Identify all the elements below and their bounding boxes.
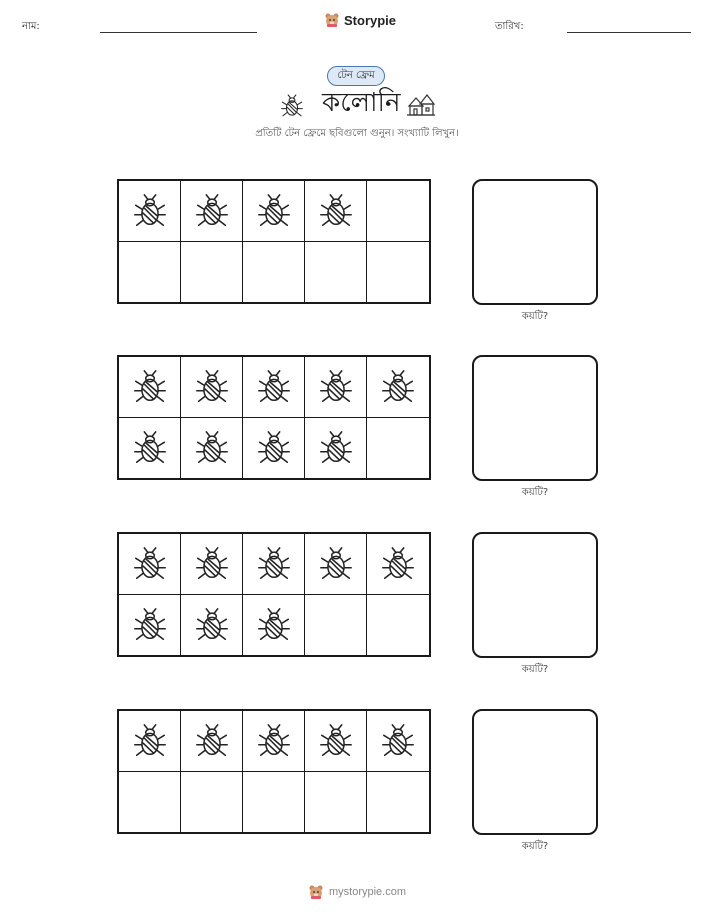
topic-tag: টেন ফ্রেম [327, 66, 385, 86]
bug-icon [193, 722, 231, 760]
frame-cell [367, 711, 429, 772]
frame-cell [181, 357, 243, 418]
name-label: নাম: [22, 21, 40, 32]
frame-cell [181, 772, 243, 833]
bug-icon [255, 606, 293, 644]
bug-icon [379, 545, 417, 583]
frame-cell [181, 711, 243, 772]
brand-name: Storypie [344, 12, 397, 28]
frame-cell [119, 595, 181, 656]
bug-icon [255, 429, 293, 467]
bug-icon [131, 429, 169, 467]
how-many-label: কয়টি? [521, 487, 549, 498]
name-line[interactable] [100, 32, 257, 33]
brand-logo [324, 12, 396, 28]
date-label: তারিখ: [495, 21, 524, 32]
frame-cell [243, 181, 305, 242]
frame-cell [243, 242, 305, 303]
bug-icon [131, 368, 169, 406]
bug-icon [255, 545, 293, 583]
bug-icon [379, 368, 417, 406]
frame-cell [181, 595, 243, 656]
frame-cell [119, 357, 181, 418]
frame-cell [243, 595, 305, 656]
ten-frame [117, 179, 431, 304]
frame-cell [243, 418, 305, 479]
footer [308, 884, 406, 900]
how-many-label: কয়টি? [521, 664, 549, 675]
answer-box[interactable] [472, 532, 598, 658]
instruction-text: প্রতিটি টেন ফ্রেমে ছবিগুলো গুনুন। সংখ্যাটি লিখুন। [255, 128, 459, 139]
frame-cell [181, 418, 243, 479]
bug-icon [379, 722, 417, 760]
ten-frame [117, 709, 431, 834]
footer-site: mystorypie.com [329, 886, 407, 898]
bug-icon [131, 722, 169, 760]
frame-cell [305, 711, 367, 772]
bear-mascot-icon [308, 884, 324, 900]
answer-box[interactable] [472, 709, 598, 835]
houses-icon [406, 92, 436, 118]
bug-icon [317, 368, 355, 406]
frame-cell [305, 772, 367, 833]
bug-icon [317, 429, 355, 467]
frame-cell [243, 772, 305, 833]
frame-cell [119, 418, 181, 479]
bug-icon [193, 192, 231, 230]
frame-cell [119, 181, 181, 242]
frame-cell [367, 181, 429, 242]
answer-box[interactable] [472, 179, 598, 305]
date-line[interactable] [567, 32, 691, 33]
frame-cell [305, 595, 367, 656]
frame-cell [181, 242, 243, 303]
bug-icon [255, 722, 293, 760]
bug-icon [193, 606, 231, 644]
frame-cell [367, 534, 429, 595]
bug-icon [279, 93, 305, 119]
bug-icon [255, 192, 293, 230]
frame-cell [243, 357, 305, 418]
answer-box[interactable] [472, 355, 598, 481]
bug-icon [317, 192, 355, 230]
frame-cell [367, 418, 429, 479]
bug-icon [131, 192, 169, 230]
frame-cell [305, 357, 367, 418]
bug-icon [317, 722, 355, 760]
page-title: কলোনি [322, 88, 401, 118]
frame-cell [119, 711, 181, 772]
bug-icon [193, 368, 231, 406]
frame-cell [305, 534, 367, 595]
frame-cell [305, 181, 367, 242]
frame-cell [243, 534, 305, 595]
frame-cell [243, 711, 305, 772]
frame-cell [367, 242, 429, 303]
ten-frame [117, 532, 431, 657]
frame-cell [181, 181, 243, 242]
ten-frame [117, 355, 431, 480]
frame-cell [305, 418, 367, 479]
bear-mascot-icon [324, 12, 340, 28]
frame-cell [305, 242, 367, 303]
frame-cell [181, 534, 243, 595]
frame-cell [367, 595, 429, 656]
bug-icon [193, 429, 231, 467]
frame-cell [119, 242, 181, 303]
bug-icon [131, 545, 169, 583]
frame-cell [367, 772, 429, 833]
bug-icon [317, 545, 355, 583]
bug-icon [193, 545, 231, 583]
frame-cell [119, 534, 181, 595]
how-many-label: কয়টি? [521, 841, 549, 852]
frame-cell [119, 772, 181, 833]
bug-icon [255, 368, 293, 406]
bug-icon [131, 606, 169, 644]
how-many-label: কয়টি? [521, 311, 549, 322]
frame-cell [367, 357, 429, 418]
